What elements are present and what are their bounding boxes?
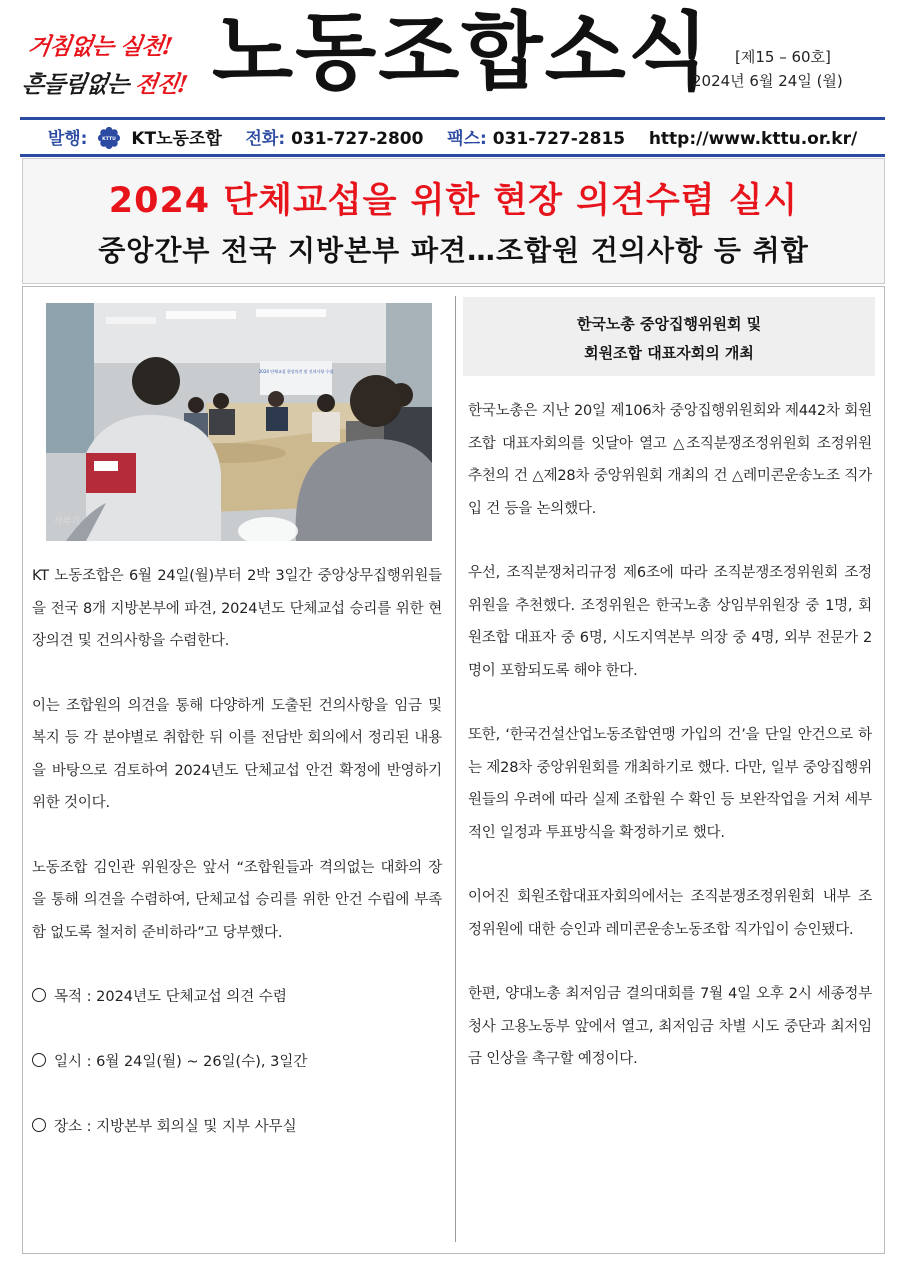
right-paragraph-3: 또한, ‘한국건설산업노동조합연맹 가입의 건’을 단일 안건으로 하는 제28차 중앙위원회를 개최하기로 했다. 다만, 일부 중앙집행위원들의 우려에 따라 실제 조합원 수 확인 등 보완작업을 거쳐 세부적인 일정과 투표방식을 확정하기로 했다. xyxy=(468,727,872,841)
phone-number: 031-727-2800 xyxy=(291,129,424,149)
right-paragraph-5: 한편, 양대노총 최저임금 결의대회를 7월 4일 오후 2시 세종정부청사 고용노동부 앞에서 열고, 최저임금 차별 시도 중단과 최저임금 인상을 촉구할 예정이다. xyxy=(468,986,872,1067)
issue-date: 2024년 6월 24일 (월) xyxy=(692,72,843,90)
right-paragraph-1: 한국노총은 지난 20일 제106차 중앙집행위원회와 제442차 회원조합 대표자회의를 잇달아 열고 △조직분쟁조정위원회 조정위원 추천의 건 △제28차 중앙위원회 개최의 건 △레미콘운송노조 직가입 건 등을 논의했다. xyxy=(468,403,872,517)
sidebar-title-box xyxy=(463,297,875,376)
sidebar-title-line-1: 한국노총 중앙집행위원회 및 xyxy=(576,315,762,333)
issue-number: [제15 – 60호] xyxy=(735,48,831,66)
kttu-logo-icon xyxy=(97,126,121,150)
slogan-line-2-a: 흔들림없는 xyxy=(20,71,138,98)
left-column xyxy=(32,560,442,1176)
meeting-banner-text: 2024 단체교섭 현장의견 및 건의사항 수렴 xyxy=(258,369,334,374)
list-item-location-text: 장소 : 지방본부 회의실 및 지부 사무실 xyxy=(54,1119,297,1135)
left-paragraph-2: 이는 조합원의 의견을 통해 다양하게 도출된 건의사항을 임금 및 복지 등 각 분야별로 취합한 뒤 이를 전담반 회의에서 정리된 내용을 바탕으로 검토하여 2024년도 단체교섭 안건 확정에 반영하기 위한 것이다. xyxy=(32,697,442,811)
newsletter-title: 노동조합소식 xyxy=(212,3,711,101)
right-column xyxy=(468,395,872,1108)
publisher-bar xyxy=(20,117,885,157)
headline-box xyxy=(22,158,885,284)
circle-bullet-icon xyxy=(32,1053,46,1067)
right-paragraph-4: 이어진 회원조합대표자회의에서는 조직분쟁조정위원회 내부 조정위원에 대한 승인과 레미콘운송노동조합 직가입이 승인됐다. xyxy=(468,889,872,938)
fax-label: 팩스: xyxy=(447,129,487,149)
headline-subtitle: 중앙간부 전국 지방본부 파견…조합원 건의사항 등 취합 xyxy=(98,234,809,267)
meeting-photo xyxy=(46,303,432,541)
logo-text: KTTU xyxy=(102,136,117,142)
circle-bullet-icon xyxy=(32,1118,46,1132)
publisher-name: KT노동조합 xyxy=(131,129,222,149)
fax-number: 031-727-2815 xyxy=(492,129,626,149)
right-paragraph-2: 우선, 조직분쟁처리규정 제6조에 따라 조직분쟁조정위원회 조정위원을 추천했다. 조정위원은 한국노총 상임부위원장 중 1명, 회원조합 대표자 중 6명, 시도지역본부 의장 중 4명, 외부 전문가 2명이 포함되도록 해야 한다. xyxy=(468,565,872,679)
slogan-line-1-a: 거침없는 xyxy=(26,33,122,60)
slogan-line-1 xyxy=(25,28,204,66)
circle-bullet-icon xyxy=(32,988,46,1002)
phone-label: 전화: xyxy=(245,129,286,149)
publisher-label: 발행: xyxy=(47,129,88,149)
slogan xyxy=(22,28,202,104)
slogan-line-2 xyxy=(19,66,204,104)
slogan-line-1-c: 실천! xyxy=(118,33,174,60)
list-item-schedule xyxy=(32,1046,442,1078)
list-item-schedule-text: 일시 : 6월 24일(월) ~ 26일(수), 3일간 xyxy=(54,1054,308,1070)
list-item-purpose xyxy=(32,981,442,1013)
website-link[interactable]: http://www.kttu.or.kr/ xyxy=(648,129,858,149)
sidebar-title-line-2: 회원조합 대표자회의 개최 xyxy=(584,344,754,362)
photo-credit: 작부기 xyxy=(54,517,81,527)
left-paragraph-3: 노동조합 김인관 위원장은 앞서 “조합원들과 격의없는 대화의 장을 통해 의견을 수렴하여, 단체교섭 승리를 위한 안건 수립에 부족함 없도록 철저히 준비하라”고 당부했다. xyxy=(32,859,442,941)
headline-title: 2024 단체교섭을 위한 현장 의견수렴 실시 xyxy=(108,181,799,221)
slogan-line-2-b: 전진! xyxy=(133,71,189,98)
list-item-location xyxy=(32,1111,442,1143)
left-paragraph-1: KT 노동조합은 6월 24일(월)부터 2박 3일간 중앙상무집행위원들을 전국 8개 지방본부에 파견, 2024년도 단체교섭 승리를 위한 현장의견 및 건의사항을 수렴한다. xyxy=(32,568,442,649)
column-divider xyxy=(455,296,456,1242)
list-item-purpose-text: 목적 : 2024년도 단체교섭 의견 수렴 xyxy=(54,989,287,1005)
